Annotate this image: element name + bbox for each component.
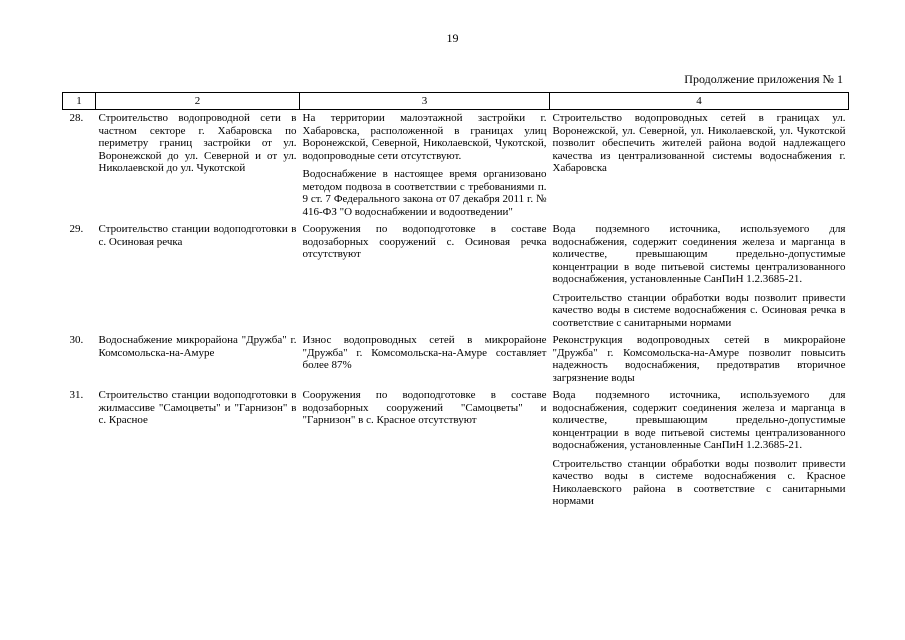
current-state-cell [300, 221, 550, 332]
cell-text: Строительство водопроводных сетей в границах ул. Воронежской, ул. Северной, ул. Николаевской, ул. Чукотской позволит обеспечить жителей района водой надлежащего качества из централизованной системы водоснабжения г. Хабаровска [552, 112, 846, 174]
continuation-label: Продолжение приложения № 1 [684, 72, 843, 86]
column-header-3: 3 [300, 93, 550, 110]
column-header-4: 4 [550, 93, 849, 110]
column-header-2: 2 [96, 93, 300, 110]
expected-result-cell [550, 110, 849, 222]
measure-cell [96, 387, 300, 511]
measure-cell [96, 110, 300, 222]
column-header-1: 1 [63, 93, 96, 110]
row-number: 28. [69, 112, 84, 124]
expected-result-cell [550, 387, 849, 511]
measure-cell [96, 221, 300, 332]
cell-text: На территории малоэтажной застройки г. Хабаровска, расположенной в границах улиц Воронежской, Северной, Николаевской, Чукотской, водопроводные сети отсутствуют. [302, 112, 547, 162]
table-row [63, 110, 849, 222]
cell-text: Сооружения по водоподготовке в составе водозаборных сооружений "Самоцветы" и "Гарнизон" в с. Красное отсутствуют [302, 389, 547, 426]
measure-cell [96, 332, 300, 387]
current-state-cell [300, 110, 550, 222]
table-header-row [63, 93, 849, 110]
cell-text: Строительство водопроводной сети в частном секторе г. Хабаровска по периметру границ застройки от ул. Воронежской до ул. Северной и от ул. Николаевской до ул. Чукотской [98, 112, 297, 174]
cell-text: Вода подземного источника, используемого для водоснабжения, содержит соединения железа и марганца в количестве, превышающим предельно-допустимые концентрации в воде питьевой системы централизованного водоснабжения, установленные СанПиН 1.2.3685-21. [552, 389, 846, 451]
page-number: 19 [446, 31, 459, 45]
cell-text: Сооружения по водоподготовке в составе водозаборных сооружений с. Осиновая речка отсутствуют [302, 223, 547, 260]
table-row [63, 221, 849, 332]
cell-text: Реконструкция водопроводных сетей в микрорайоне "Дружба" г. Комсомольска-на-Амуре позволит повысить надежность водоснабжения, предотвратив вторичное загрязнение воды [552, 334, 846, 384]
cell-text: Строительство станции водоподготовки в с. Осиновая речка [98, 223, 297, 248]
expected-result-cell [550, 332, 849, 387]
cell-text: Водоснабжение в настоящее время организовано методом подвоза в соответствии с требованиями п. 9 ст. 7 Федерального закона от 07 декабря 2011 г. № 416-ФЗ "О водоснабжении и водоотведении" [302, 168, 547, 218]
cell-text: Водоснабжение микрорайона "Дружба" г. Комсомольска-на-Амуре [98, 334, 297, 359]
current-state-cell [300, 387, 550, 511]
table-row [63, 332, 849, 387]
cell-text: Строительство станции водоподготовки в жилмассиве "Самоцветы" и "Гарнизон" в с. Красное [98, 389, 297, 426]
appendix-table [62, 92, 849, 511]
row-number: 29. [69, 223, 84, 235]
table-row [63, 387, 849, 511]
row-number: 30. [69, 334, 84, 346]
cell-text: Вода подземного источника, используемого для водоснабжения, содержит соединения железа и марганца в количестве, превышающим предельно-допустимые концентрации в воде питьевой системы централизованного водоснабжения, установленные СанПиН 1.2.3685-21. [552, 223, 846, 285]
cell-text: Износ водопроводных сетей в микрорайоне "Дружба" г. Комсомольска-на-Амуре составляет более 87% [302, 334, 547, 371]
cell-text: Строительство станции обработки воды позволит привести качество воды в системе водоснабжения с. Красное Николаевского района в соответствие с санитарными нормами [552, 457, 846, 507]
cell-text: Строительство станции обработки воды позволит привести качество воды в системе водоснабжения с. Осиновая речка в соответствие с санитарными нормами [552, 291, 846, 329]
current-state-cell [300, 332, 550, 387]
expected-result-cell [550, 221, 849, 332]
row-number: 31. [69, 389, 84, 401]
